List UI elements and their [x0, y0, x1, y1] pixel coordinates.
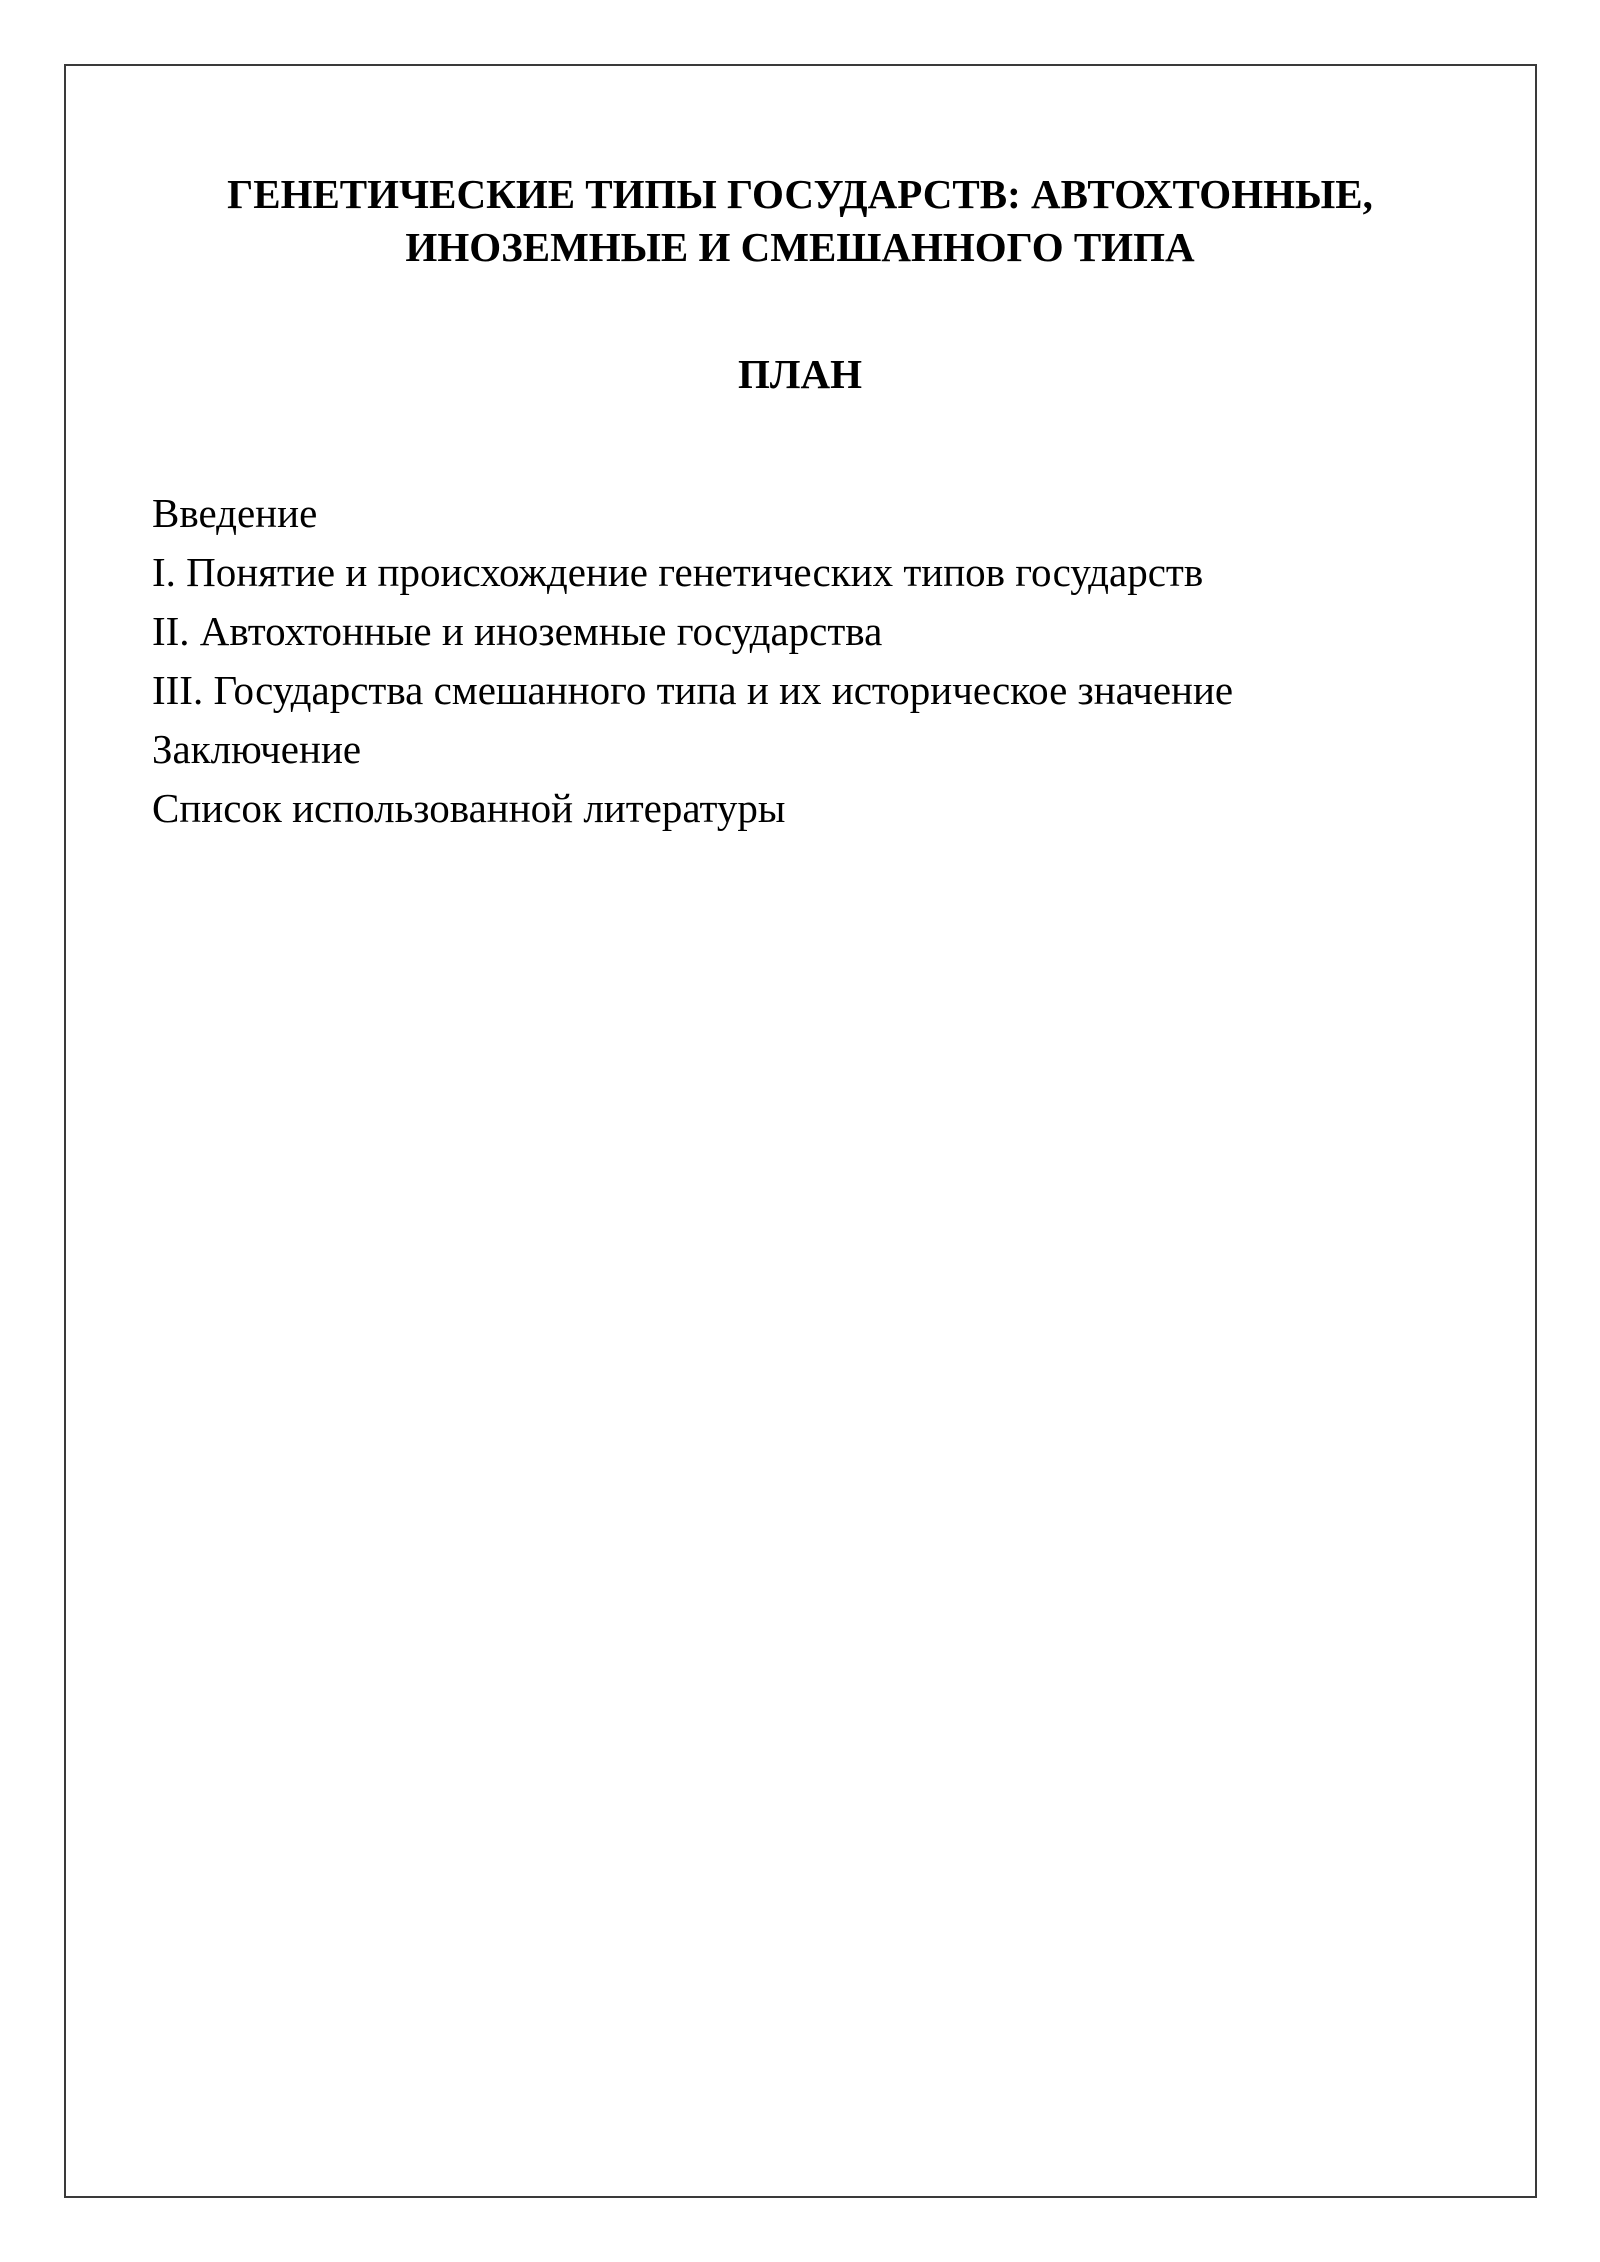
toc-item-references: Список использованной литературы: [152, 785, 786, 831]
document-title-line-1: ГЕНЕТИЧЕСКИЕ ТИПЫ ГОСУДАРСТВ: АВТОХТОННЫЕ,: [227, 171, 1373, 217]
table-of-contents: [152, 484, 1233, 838]
toc-item-chapter-1: I. Понятие и происхождение генетических типов государств: [152, 549, 1204, 595]
toc-item-chapter-2: II. Автохтонные и иноземные государства: [152, 608, 883, 654]
document-title-line-2: ИНОЗЕМНЫЕ И СМЕШАННОГО ТИПА: [405, 224, 1195, 270]
toc-item-introduction: Введение: [152, 490, 318, 536]
document-title: [0, 168, 1600, 274]
toc-item-conclusion: Заключение: [152, 726, 362, 772]
toc-item-chapter-3: III. Государства смешанного типа и их историческое значение: [152, 667, 1234, 713]
plan-heading: ПЛАН: [738, 351, 862, 397]
